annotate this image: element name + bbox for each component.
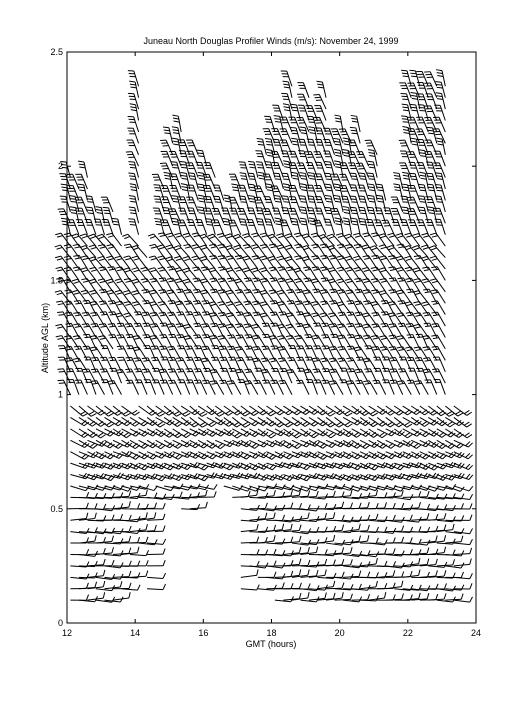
wind-barb [276, 245, 291, 258]
wind-barb [388, 256, 403, 269]
wind-barb [314, 152, 326, 167]
wind-barb [177, 369, 190, 383]
wind-barb [386, 551, 405, 556]
wind-barb [255, 151, 266, 166]
wind-barb [130, 490, 147, 498]
wind-barb [126, 152, 139, 167]
wind-barb [403, 417, 422, 425]
wind-barb [161, 197, 173, 212]
wind-barb [229, 174, 241, 189]
wind-barb [178, 380, 190, 395]
wind-barb [80, 246, 96, 258]
wind-barb [258, 585, 277, 590]
chart-title: Juneau North Douglas Profiler Winds (m/s): November 24, 1999 [143, 36, 399, 46]
wind-barb [320, 255, 334, 269]
wind-barb [300, 184, 309, 201]
wind-barb [454, 440, 473, 447]
wind-barb [149, 256, 164, 269]
wind-barb [147, 560, 165, 566]
wind-barb [418, 196, 428, 212]
wind-barb [263, 129, 275, 144]
wind-barb [163, 127, 173, 143]
wind-barb [289, 208, 301, 223]
wind-barb [266, 515, 284, 521]
wind-barb [210, 289, 224, 303]
x-tick-label: 12 [61, 628, 73, 638]
wind-barb [401, 116, 411, 132]
wind-barb [241, 505, 260, 510]
wind-barb [407, 380, 420, 394]
wind-barb [432, 346, 446, 360]
wind-barb [355, 380, 368, 394]
wind-barb [126, 380, 139, 394]
wind-barb [393, 184, 402, 201]
wind-barb [279, 380, 292, 394]
wind-barb [129, 207, 139, 223]
wind-barb [262, 380, 275, 395]
wind-barb [318, 491, 336, 498]
wind-barb [280, 129, 292, 144]
wind-barb [436, 70, 445, 87]
wind-barb [160, 380, 173, 395]
wind-barb [147, 584, 165, 589]
wind-barb [314, 380, 326, 395]
wind-barb [360, 475, 379, 481]
wind-barb [291, 138, 300, 155]
x-tick-label: 14 [130, 628, 141, 638]
wind-barb [432, 369, 445, 383]
wind-barb [139, 406, 157, 415]
wind-barb [317, 81, 326, 97]
wind-barb [104, 581, 121, 589]
y-tick-label: 1.5 [50, 275, 63, 286]
wind-barb [241, 570, 258, 578]
wind-barb [422, 267, 437, 280]
wind-barb [402, 104, 412, 120]
wind-barb [360, 538, 378, 544]
wind-barb [274, 116, 284, 132]
wind-barb [309, 452, 328, 460]
wind-barb [70, 595, 88, 601]
wind-barb [164, 452, 183, 460]
wind-barb [359, 218, 369, 234]
wind-barb [128, 116, 139, 131]
wind-barb [335, 406, 353, 416]
wind-barb [271, 323, 284, 337]
wind-barb [130, 524, 147, 532]
wind-barb [190, 406, 207, 416]
wind-barb [128, 173, 138, 189]
wind-barb [424, 117, 437, 132]
wind-barb [169, 151, 181, 166]
wind-barb [246, 220, 258, 235]
wind-barb [160, 140, 172, 155]
wind-barb [130, 184, 139, 201]
wind-barb [219, 380, 232, 394]
wind-barb [241, 524, 258, 531]
wind-barb [454, 548, 472, 555]
wind-barb [374, 220, 386, 235]
wind-barb [147, 573, 165, 578]
wind-barb [237, 209, 249, 224]
wind-barb [326, 583, 344, 589]
wind-barbs [55, 70, 473, 603]
wind-barb [55, 233, 70, 246]
wind-barb [154, 218, 164, 234]
wind-barb [241, 440, 259, 448]
wind-barb [372, 324, 386, 338]
wind-barb [89, 267, 104, 280]
wind-barb [351, 115, 360, 131]
wind-barb [104, 563, 123, 568]
wind-barb [403, 558, 420, 566]
wind-barb [70, 503, 88, 509]
wind-barb [454, 559, 471, 566]
wind-barb [445, 594, 463, 601]
y-tick-label: 0.5 [50, 503, 63, 514]
x-axis-label: GMT (hours) [245, 639, 297, 649]
wind-barb [87, 592, 104, 600]
wind-barb [248, 184, 258, 200]
x-tick-label: 16 [198, 628, 209, 638]
wind-barb [113, 536, 131, 543]
wind-barb [318, 406, 336, 416]
wind-barb [235, 255, 249, 269]
wind-barb [386, 463, 405, 470]
wind-barb [89, 245, 105, 258]
wind-barb [338, 358, 352, 372]
wind-barb [55, 256, 70, 269]
wind-barb [147, 406, 164, 416]
wind-barb [60, 196, 71, 212]
wind-barb [144, 380, 156, 395]
wind-barb [363, 256, 378, 269]
wind-barb [320, 301, 334, 315]
wind-barb [153, 208, 164, 223]
wind-barb [356, 163, 369, 178]
wind-barb [159, 346, 172, 360]
wind-barb [258, 452, 277, 460]
wind-barb [112, 218, 122, 234]
wind-barb [360, 581, 377, 589]
wind-barb [309, 593, 326, 601]
wind-barb [248, 161, 258, 177]
wind-barb [300, 218, 309, 235]
wind-barb [348, 163, 360, 178]
wind-barb [369, 592, 386, 600]
wind-barb [71, 234, 87, 246]
wind-barb [147, 549, 165, 555]
wind-barb [411, 513, 429, 520]
wind-barb [186, 140, 198, 155]
wind-barb [131, 246, 147, 258]
wind-barb [276, 234, 292, 247]
wind-barb [70, 473, 89, 479]
wind-barb [322, 380, 335, 394]
x-tick-label: 18 [266, 628, 277, 638]
wind-barb [78, 161, 87, 177]
wind-barb [101, 197, 113, 212]
wind-barb [281, 93, 292, 109]
y-tick-label: 1 [57, 389, 63, 400]
wind-barb [410, 104, 420, 120]
wind-barb [445, 536, 463, 543]
wind-barb [289, 151, 301, 166]
wind-barb [433, 163, 445, 178]
wind-barb [161, 186, 173, 201]
wind-barb [220, 357, 233, 371]
y-tick-label: 0 [57, 618, 63, 628]
y-tick-label: 2.5 [50, 47, 63, 57]
wind-barb [296, 323, 309, 337]
wind-barb [300, 585, 319, 590]
wind-barb [275, 475, 294, 481]
wind-barb [67, 174, 79, 189]
wind-barb [266, 574, 285, 579]
wind-barb [116, 369, 130, 383]
wind-barb [181, 184, 190, 201]
wind-barb [403, 473, 422, 479]
wind-barb [336, 233, 351, 246]
x-tick-label: 20 [334, 628, 345, 638]
wind-barb [61, 184, 71, 200]
wind-barb [331, 174, 343, 189]
wind-barb [256, 219, 266, 235]
wind-barb [149, 244, 164, 257]
wind-barb [402, 184, 412, 200]
wind-barb [249, 563, 268, 568]
wind-barb [343, 524, 360, 532]
wind-barb [123, 268, 139, 280]
wind-barb [418, 184, 428, 200]
wind-barb [425, 197, 436, 212]
wind-barb [281, 71, 292, 86]
wind-barb [153, 185, 164, 201]
wind-barb [368, 195, 377, 212]
wind-barb [75, 174, 87, 189]
wind-barb [158, 233, 173, 246]
wind-barb [73, 255, 87, 269]
wind-barb [313, 95, 326, 110]
wind-barb [371, 255, 385, 269]
wind-barb [252, 256, 267, 269]
wind-barb [272, 163, 284, 178]
wind-barb [286, 335, 300, 348]
wind-barb [222, 218, 232, 234]
wind-barb [324, 207, 334, 223]
wind-barb [350, 173, 360, 189]
wind-barb [325, 196, 335, 212]
wind-barb [198, 195, 207, 212]
wind-barb [152, 174, 164, 189]
wind-barb [55, 245, 71, 257]
wind-barb [360, 490, 377, 497]
wind-barb [437, 417, 455, 426]
wind-barb [70, 549, 88, 555]
wind-barb [289, 117, 301, 132]
wind-barb [271, 129, 283, 144]
wind-barb [186, 197, 198, 212]
wind-barb [99, 267, 113, 281]
wind-barb [337, 244, 352, 257]
wind-barb [63, 279, 78, 292]
wind-barb [70, 440, 89, 447]
wind-barb [202, 380, 215, 394]
wind-barb [318, 581, 335, 589]
wind-barb [391, 208, 403, 223]
wind-barb [378, 234, 394, 246]
wind-barb [172, 138, 181, 155]
wind-barb [369, 540, 388, 545]
wind-barb [309, 559, 327, 566]
wind-barb [73, 267, 88, 280]
wind-barb [108, 267, 122, 281]
wind-barb [366, 220, 377, 235]
wind-barb [186, 380, 198, 395]
wind-barb [183, 244, 198, 257]
wind-barb [70, 574, 89, 579]
y-axis-label: Altitude AGL (km) [40, 302, 50, 374]
wind-barb [343, 218, 352, 235]
wind-barb [431, 267, 445, 281]
wind-barb [445, 473, 464, 479]
wind-barb [98, 244, 113, 257]
wind-barb [252, 289, 266, 303]
wind-barb [326, 515, 344, 521]
wind-barb [292, 512, 309, 520]
wind-barb [334, 195, 343, 211]
wind-barb [351, 218, 360, 235]
wind-barb [283, 184, 292, 201]
wind-barb [241, 537, 259, 543]
wind-barb [59, 174, 70, 189]
wind-barb [339, 174, 351, 189]
wind-barb [360, 463, 379, 470]
wind-barb [253, 380, 266, 394]
x-tick-label: 24 [470, 628, 482, 638]
wind-barb [369, 516, 388, 521]
wind-barb [343, 571, 361, 578]
wind-barb [403, 440, 421, 448]
wind-barb [280, 140, 292, 155]
wind-barb [241, 516, 260, 521]
wind-barb [174, 256, 190, 269]
wind-barb [124, 278, 139, 291]
wind-barb [314, 186, 326, 201]
wind-barb [437, 559, 455, 566]
wind-barb [369, 583, 387, 589]
wind-barb [128, 219, 138, 235]
wind-barb [70, 528, 89, 533]
wind-barb [399, 140, 411, 155]
wind-barb [173, 494, 192, 499]
wind-barb [217, 233, 232, 246]
wind-barb [454, 463, 473, 469]
wind-barb [382, 380, 394, 395]
wind-barb [258, 490, 276, 497]
wind-barb [353, 233, 368, 246]
wind-barb [294, 244, 309, 257]
wind-barb [81, 278, 96, 291]
wind-barb [174, 268, 189, 281]
wind-barb [325, 161, 335, 177]
wind-barb [405, 233, 420, 246]
wind-barb [87, 570, 104, 577]
wind-barb [337, 267, 352, 280]
wind-barb [70, 452, 89, 460]
wind-barb [269, 244, 283, 258]
wind-barb [73, 244, 88, 257]
wind-barb [279, 312, 292, 326]
wind-barb [291, 104, 301, 120]
wind-barb [416, 129, 429, 144]
wind-barb [367, 161, 377, 177]
wind-barb [129, 196, 139, 212]
wind-barb [390, 380, 403, 394]
wind-barb [124, 244, 139, 257]
wind-barb [454, 452, 473, 459]
wind-barb [313, 369, 326, 383]
wind-barb [403, 502, 421, 509]
wind-barb [401, 93, 412, 109]
wind-barb [106, 233, 121, 246]
wind-barb [283, 547, 300, 555]
wind-barb [334, 161, 343, 178]
wind-barb [331, 129, 343, 144]
wind-barb [335, 594, 353, 600]
wind-barb [242, 234, 258, 247]
wind-barb [408, 220, 420, 235]
wind-barb [358, 207, 368, 223]
wind-barb [210, 323, 223, 337]
wind-barb [386, 517, 405, 522]
wind-barb [241, 585, 260, 590]
wind-barb [90, 335, 105, 348]
wind-barb [251, 233, 266, 246]
wind-barb [294, 233, 309, 246]
wind-barb [360, 558, 377, 566]
wind-barb [194, 380, 207, 395]
wind-barb [272, 105, 283, 120]
wind-barb [399, 83, 411, 98]
wind-barb [192, 233, 207, 246]
wind-barb [371, 267, 386, 280]
y-tick-label: 2 [57, 161, 63, 172]
wind-barb [306, 106, 318, 121]
wind-barb [258, 572, 276, 578]
wind-barb [290, 127, 300, 143]
wind-barb [270, 278, 284, 292]
wind-barb [70, 207, 79, 224]
wind-barb [362, 233, 377, 246]
wind-barb [270, 380, 283, 394]
wind-barb [128, 71, 139, 87]
wind-barb [297, 94, 309, 109]
wind-barb [152, 380, 164, 395]
wind-barb [122, 585, 141, 590]
wind-barb [253, 312, 267, 326]
wind-barb [134, 369, 147, 383]
wind-barb [74, 346, 87, 360]
wind-barb [91, 324, 105, 338]
x-tick-label: 22 [402, 628, 413, 638]
wind-barb [113, 592, 130, 600]
wind-barb [326, 540, 345, 545]
wind-barb [258, 417, 276, 426]
